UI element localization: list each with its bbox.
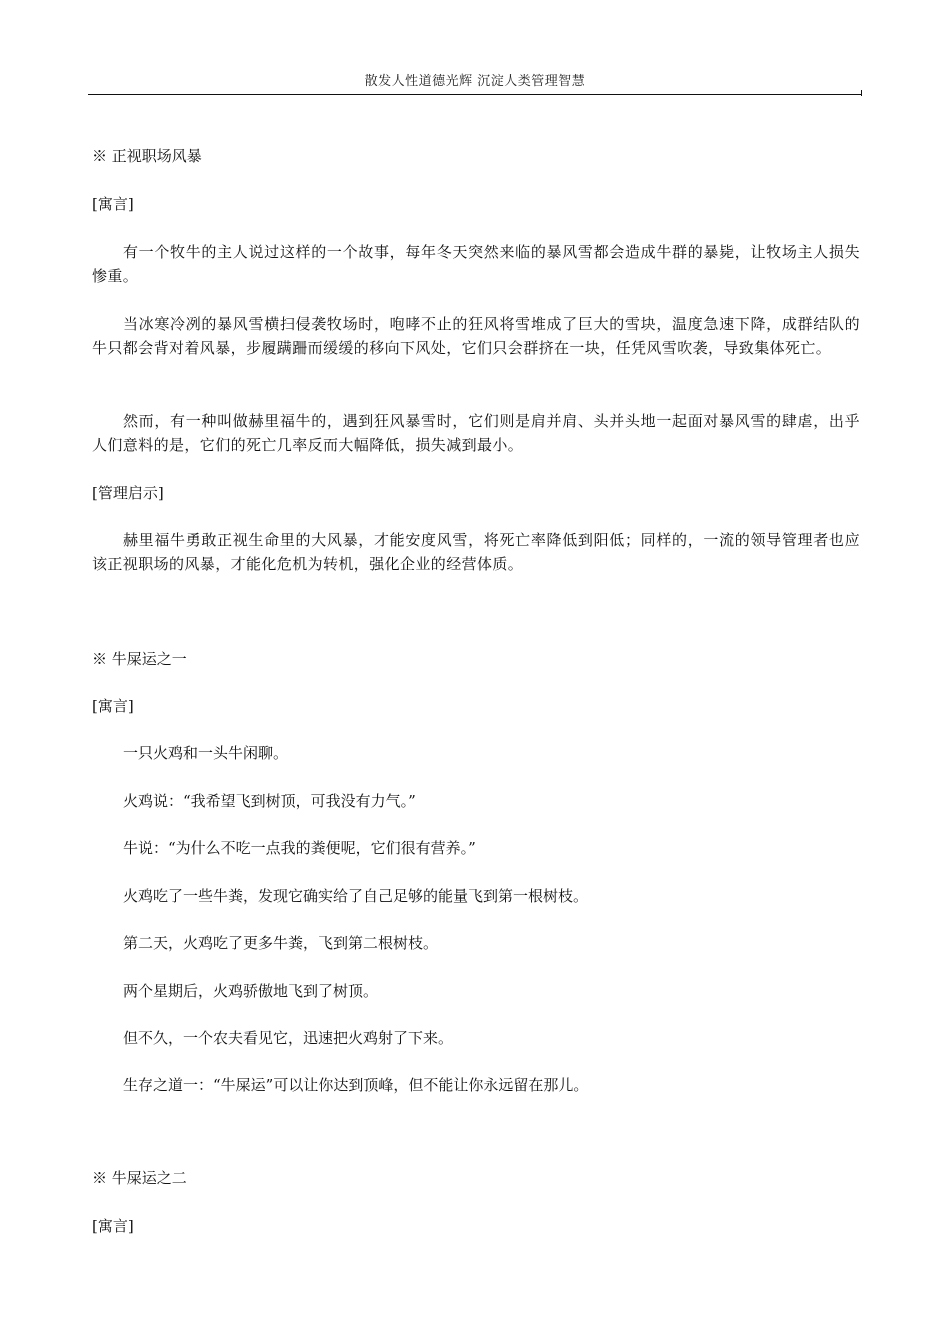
section-title: ※ 牛屎运之二 <box>92 1169 187 1187</box>
paragraph: 有一个牧牛的主人说过这样的一个故事，每年冬天突然来临的暴风雪都会造成牛群的暴毙，让牧场主人损失惨重。 <box>92 243 860 285</box>
paragraph: 当冰寒冷冽的暴风雪横扫侵袭牧场时，咆哮不止的狂风将雪堆成了巨大的雪块，温度急速下降，成群结队的牛只都会背对着风暴，步履蹒跚而缓缓的移向下风处，它们只会群挤在一块，任凭风雪吹袭，导致集体死亡。 <box>92 315 860 357</box>
section-title: ※ 牛屎运之一 <box>92 650 187 668</box>
story-line: 火鸡吃了一些牛粪，发现它确实给了自己足够的能量飞到第一根树枝。 <box>123 887 589 905</box>
story-line: 生存之道一：“牛屎运”可以让你达到顶峰，但不能让你永远留在那儿。 <box>123 1076 589 1094</box>
story-line: 牛说：“为什么不吃一点我的粪便呢，它们很有营养。” <box>123 839 476 857</box>
paragraph: 然而，有一种叫做赫里福牛的，遇到狂风暴雪时，它们则是肩并肩、头并头地一起面对暴风雪的肆虐，出乎人们意料的是，它们的死亡几率反而大幅降低，损失减到最小。 <box>92 412 860 454</box>
story-line: 一只火鸡和一头牛闲聊。 <box>123 744 289 762</box>
story-line: 第二天，火鸡吃了更多牛粪，飞到第二根树枝。 <box>123 934 439 952</box>
header-divider-tick <box>861 90 862 96</box>
insight-label: [管理启示] <box>92 484 164 502</box>
header-divider <box>88 94 862 95</box>
page-header: 散发人性道德光辉 沉淀人类管理智慧 <box>364 74 586 89</box>
fable-label: [寓言] <box>92 195 134 213</box>
section-title: ※ 正视职场风暴 <box>92 147 202 165</box>
story-line: 但不久，一个农夫看见它，迅速把火鸡射了下来。 <box>123 1029 454 1047</box>
fable-label: [寓言] <box>92 697 134 715</box>
story-line: 火鸡说：“我希望飞到树顶，可我没有力气。” <box>123 792 416 810</box>
insight-paragraph: 赫里福牛勇敢正视生命里的大风暴，才能安度风雪，将死亡率降低到阳低；同样的，一流的领导管理者也应该正视职场的风暴，才能化危机为转机，强化企业的经营体质。 <box>92 531 860 573</box>
story-line: 两个星期后，火鸡骄傲地飞到了树顶。 <box>123 982 379 1000</box>
fable-label: [寓言] <box>92 1217 134 1235</box>
